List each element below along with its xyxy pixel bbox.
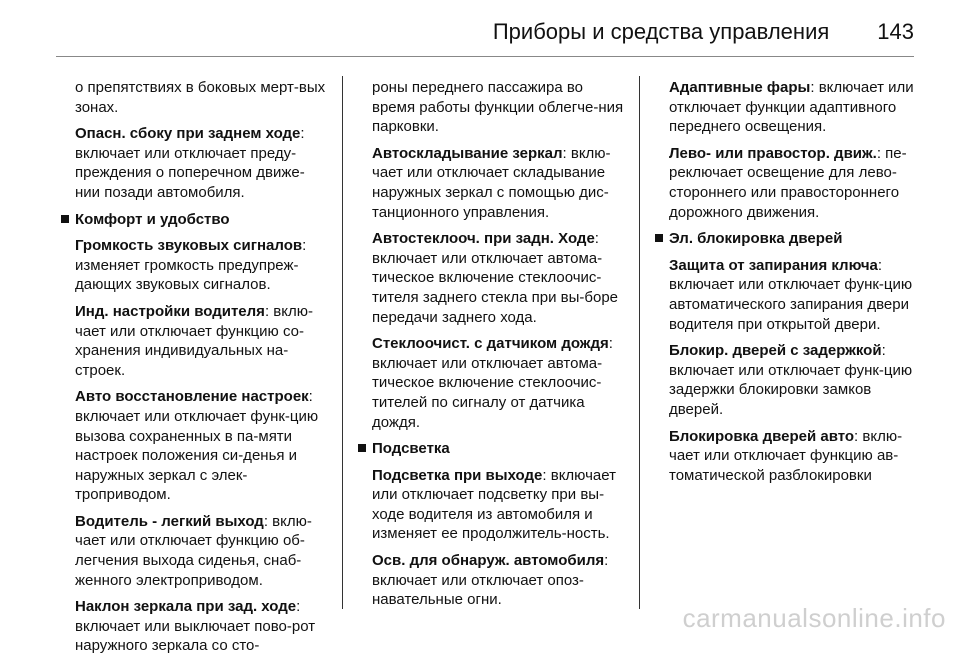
setting-entry xyxy=(669,341,921,419)
setting-desc: : включает или отключает преду-преждения о поперечном движе-нии позади автомобиля. xyxy=(75,125,305,201)
page-title: Приборы и средства управления xyxy=(492,19,830,44)
setting-entry xyxy=(75,302,327,380)
paragraph: о препятствиях в боковых мерт-вых зонах. xyxy=(75,79,326,116)
setting-entry xyxy=(372,144,624,222)
setting-desc: : пе-реключает освещение для лево-стороннего или правостороннего дорожного движения. xyxy=(669,144,907,221)
bullet-square-icon xyxy=(655,234,663,242)
header-rule xyxy=(56,56,914,57)
setting-title: Блокир. дверей с задержкой xyxy=(669,342,882,360)
section-bullet xyxy=(372,439,624,459)
section-title: Эл. блокировка дверей xyxy=(669,230,843,248)
setting-desc: : вклю-чает или отключает функцию со-хранения индивидуальных на-строек. xyxy=(75,302,313,379)
setting-desc: : включает или отключает функции адаптивного переднего освещения. xyxy=(669,79,914,136)
setting-desc: : вклю-чает или отключает функцию ав-томатической разблокировки xyxy=(669,427,903,484)
section-bullet xyxy=(669,229,921,249)
setting-entry xyxy=(372,229,624,327)
setting-desc: : включает или отключает автома-тическое включение стеклоочис-тителя заднего стекла при вы-боре передачи заднего хода. xyxy=(372,230,618,326)
watermark: carmanualsonline.info xyxy=(682,603,946,633)
setting-desc: : вклю-чает или отключает складывание наружных зеркал с помощью дис-танционного управления. xyxy=(372,144,611,221)
setting-desc: : включает или отключает автома-тическое включение стеклоочис-тителей по сигналу от датчика дождя. xyxy=(372,335,613,431)
setting-title: Блокировка дверей авто xyxy=(669,427,855,445)
setting-desc: : включает или выключает пово-рот наружного зеркала со сто- xyxy=(75,598,316,655)
bullet-square-icon xyxy=(358,444,366,452)
setting-entry xyxy=(75,236,327,295)
setting-title: Защита от запирания ключа xyxy=(669,256,878,274)
setting-entry xyxy=(75,512,327,590)
page-number: 143 xyxy=(877,19,914,44)
setting-title: Стеклоочист. с датчиком дождя xyxy=(372,335,609,353)
setting-entry xyxy=(75,387,327,505)
setting-entry xyxy=(669,144,921,222)
setting-title: Наклон зеркала при зад. ходе xyxy=(75,598,297,616)
setting-entry xyxy=(372,334,624,432)
setting-title: Подсветка при выходе xyxy=(372,466,543,484)
setting-title: Авто восстановление настроек xyxy=(75,388,309,406)
setting-entry xyxy=(372,551,624,610)
setting-title: Опасн. сбоку при заднем ходе xyxy=(75,125,301,143)
setting-title: Водитель - легкий выход xyxy=(75,512,264,530)
setting-title: Осв. для обнаруж. автомобиля xyxy=(372,552,605,570)
setting-title: Адаптивные фары xyxy=(669,79,811,96)
setting-title: Автоскладывание зеркал xyxy=(372,144,563,162)
setting-entry xyxy=(669,256,921,334)
setting-desc: : включает или отключает функ-цию автоматического запирания двери водителя при открытой двери. xyxy=(669,256,913,333)
setting-title: Лево- или правостор. движ. xyxy=(669,144,877,162)
setting-desc: : включает или отключает подсветку при вы-ходе водителя из автомобиля и изменяет ее продолжитель-ность. xyxy=(372,466,616,543)
column-1 xyxy=(75,78,327,663)
setting-entry xyxy=(75,597,327,656)
setting-desc: : вклю-чает или отключает функцию об-легчения выхода сиденья, снаб-женного электроприводом. xyxy=(75,512,312,589)
setting-entry xyxy=(75,124,327,202)
paragraph: роны переднего пассажира во время работы функции облегче-ния парковки. xyxy=(372,79,624,136)
setting-entry xyxy=(372,466,624,544)
setting-desc: : включает или отключает функ-цию задержки блокировки замков дверей. xyxy=(669,342,913,418)
setting-desc: : изменяет громкость предупреж-дающих звуковых сигналов. xyxy=(75,237,307,294)
setting-title: Автостеклооч. при задн. Ходе xyxy=(372,230,595,248)
setting-desc: : включает или отключает опоз-навательные огни. xyxy=(372,552,609,609)
setting-entry xyxy=(669,427,921,486)
page-header xyxy=(56,14,914,50)
column-2 xyxy=(372,78,624,617)
setting-entry xyxy=(669,78,921,137)
setting-title: Инд. настройки водителя xyxy=(75,302,265,320)
bullet-square-icon xyxy=(61,215,69,223)
section-title: Подсветка xyxy=(372,440,450,458)
column-3 xyxy=(669,78,921,492)
section-title: Комфорт и удобство xyxy=(75,210,230,228)
column-divider xyxy=(342,76,343,609)
setting-desc: : включает или отключает функ-цию вызова сохраненных в па-мяти настроек положения си-денья и наружных зеркал с элек-троприводом. xyxy=(75,388,319,504)
column-divider xyxy=(639,76,640,609)
section-bullet xyxy=(75,210,327,230)
setting-title: Громкость звуковых сигналов xyxy=(75,237,303,255)
